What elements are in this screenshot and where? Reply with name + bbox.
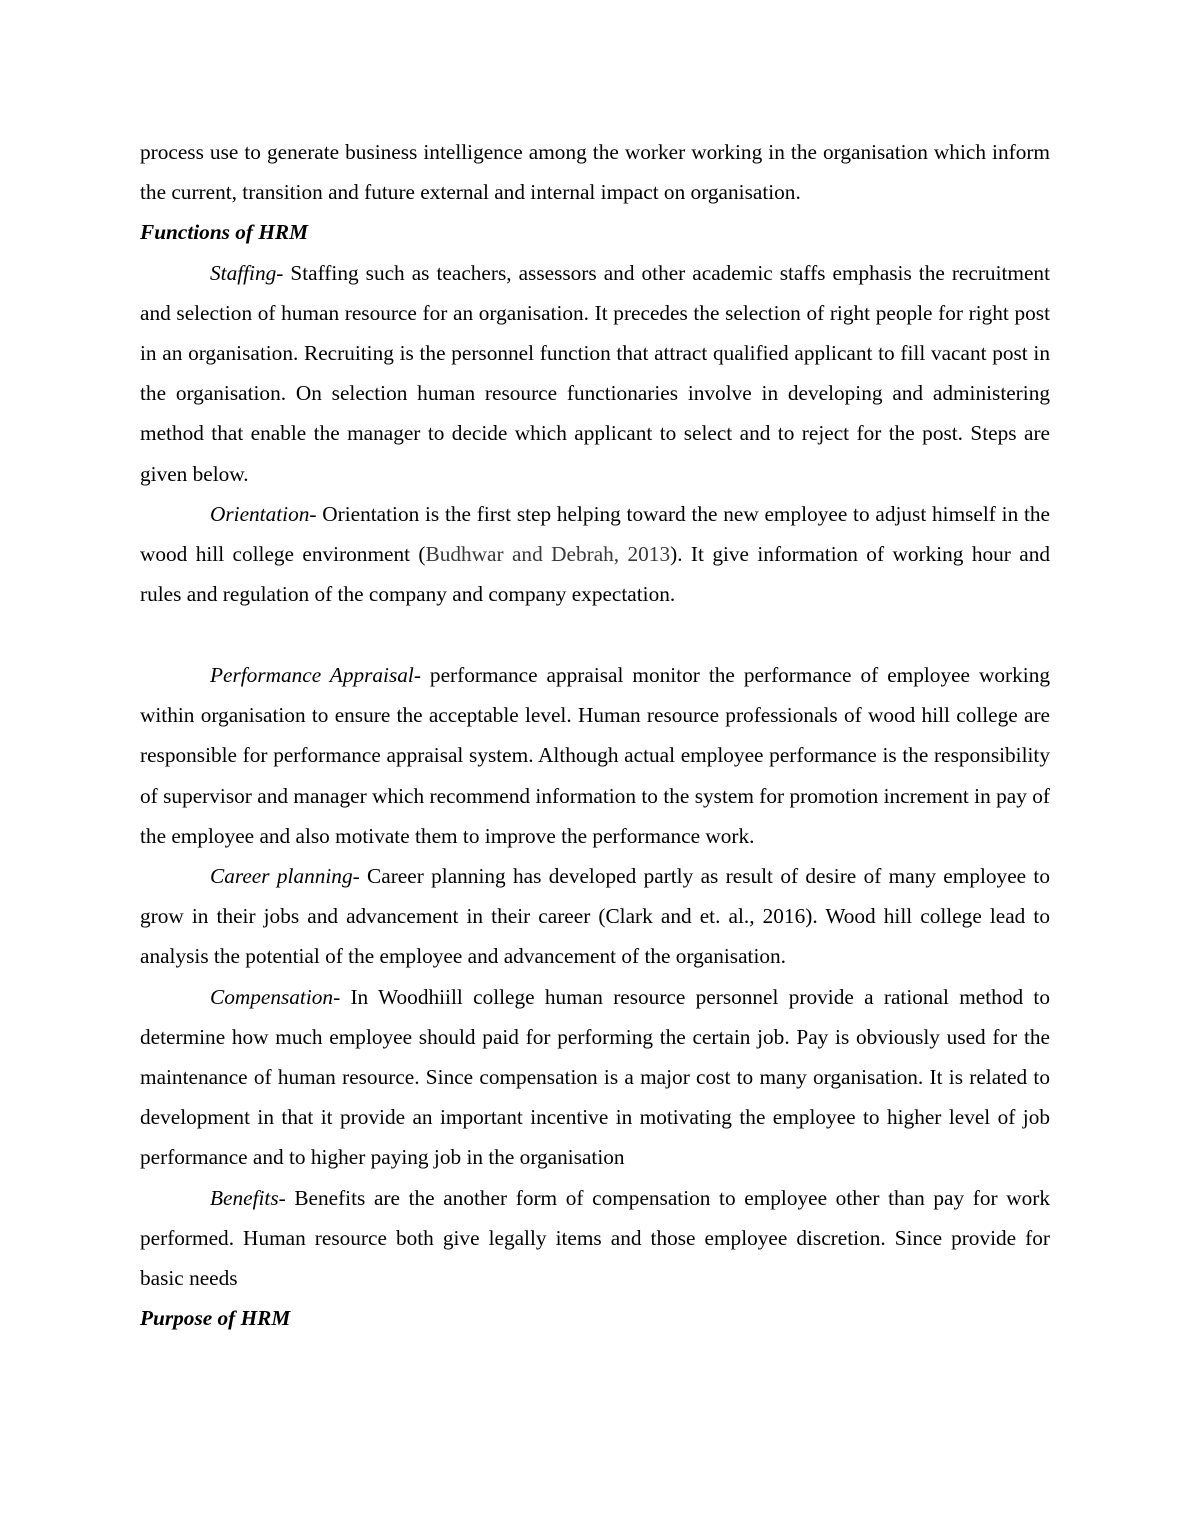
intro-paragraph: process use to generate business intelligence among the worker working in the organisation which inform the current, transition and future external and internal impact on organisation. [140, 140, 1050, 205]
document-page [140, 132, 1050, 1338]
benefits-text: - Benefits are the another form of compensation to employee other than pay for work performed. Human resource both give legally items and those employee discretion. Since provide for basic needs [140, 1185, 1050, 1290]
benefits-term: Benefits [210, 1185, 279, 1210]
staffing-text: - Staffing such as teachers, assessors and other academic staffs emphasis the recruitment and selection of human resource for an organisation. It precedes the selection of right people for right post in an organisation. Recruiting is the personnel function that attract qualified applicant to fill vacant post in the organisation. On selection human resource functionaries involve in developing and administering method that enable the manager to decide which applicant to select and to reject for the post. Steps are given below. [140, 260, 1050, 486]
orientation-paragraph [140, 494, 1050, 615]
compensation-paragraph [140, 977, 1050, 1178]
orientation-term: Orientation [210, 501, 310, 526]
performance-appraisal-paragraph [140, 655, 1050, 856]
career-planning-text: - Career planning has developed partly as result of desire of many employee to grow in their jobs and advancement in their career (Clark and et. al., 2016). Wood hill college lead to analysis the potential of the employee and advancement of the organisation. [140, 863, 1050, 969]
orientation-citation: Budhwar and Debrah, 2013 [425, 542, 671, 567]
staffing-paragraph [140, 253, 1050, 494]
heading-purpose-of-hrm: Purpose of HRM [140, 1306, 291, 1331]
heading-functions-of-hrm: Functions of HRM [140, 220, 309, 245]
compensation-term: Compensation [210, 984, 334, 1009]
performance-appraisal-term: Performance Appraisal [210, 662, 414, 687]
career-planning-paragraph [140, 856, 1050, 977]
benefits-paragraph [140, 1178, 1050, 1299]
career-planning-term: Career planning [210, 863, 353, 888]
orientation-text-before: - Orientation is the first step helping toward the new employee to adjust himself in the wood hill college environment ( [140, 501, 1050, 567]
performance-appraisal-text: - performance appraisal monitor the performance of employee working within organisation to ensure the acceptable level. Human resource professionals of wood hill college are responsible for performance appraisal system. Although actual employee performance is the responsibility of supervisor and manager which recommend information to the system for promotion increment in pay of the employee and also motivate them to improve the performance work. [140, 662, 1050, 848]
compensation-text: - In Woodhiill college human resource personnel provide a rational method to determine how much employee should paid for performing the certain job. Pay is obviously used for the maintenance of human resource. Since compensation is a major cost to many organisation. It is related to development in that it provide an important incentive in motivating the employee to higher level of job performance and to higher paying job in the organisation [140, 984, 1050, 1170]
orientation-text-after: ). It give information of working hour and rules and regulation of the company and company expectation. [140, 542, 1050, 607]
staffing-term: Staffing [210, 260, 277, 285]
blank-line [140, 614, 1050, 655]
